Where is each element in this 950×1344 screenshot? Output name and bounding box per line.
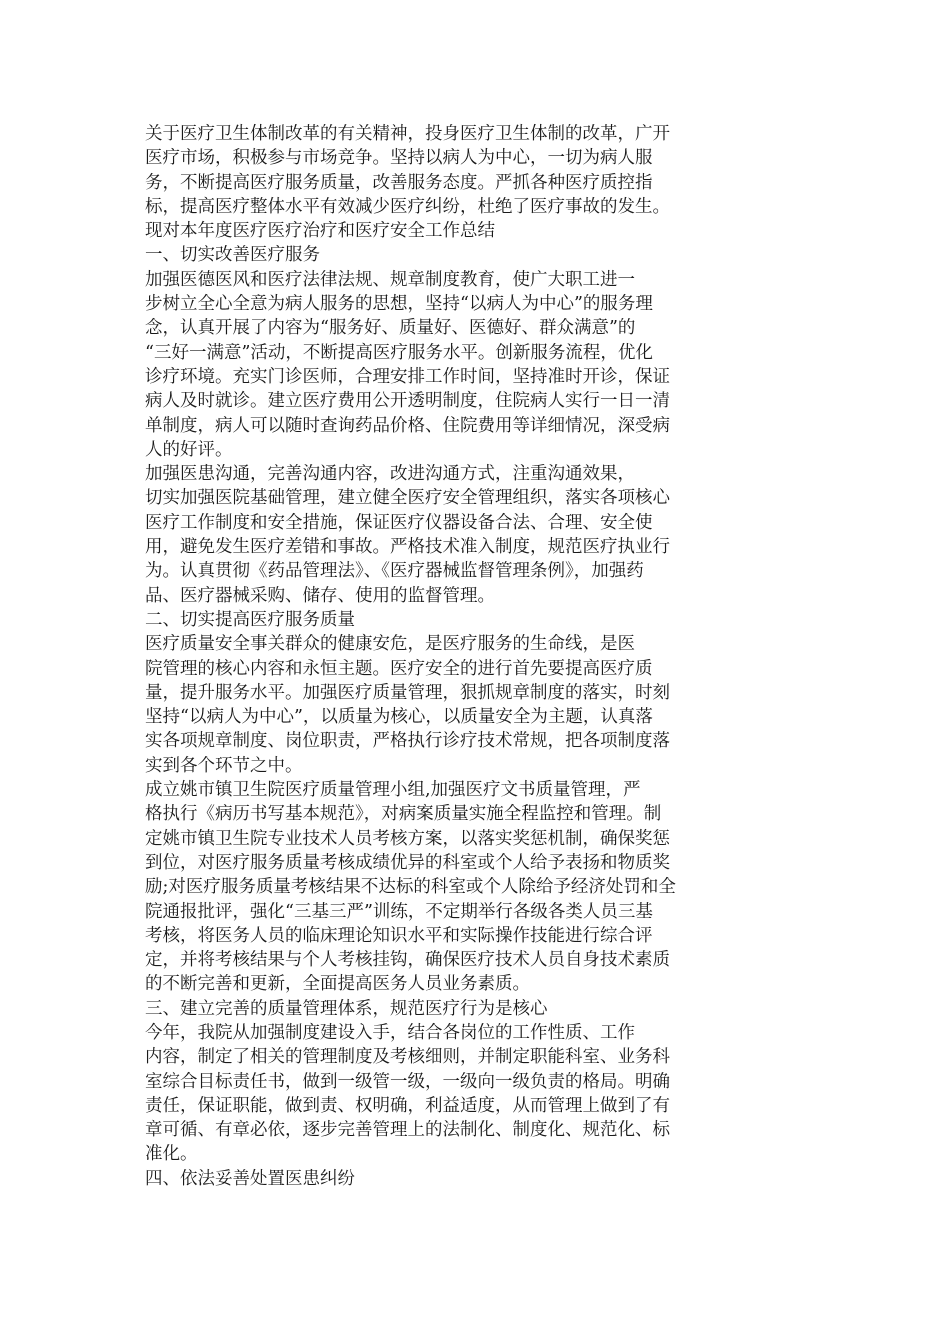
section-heading: 四、依法妥善处置医患纠纷 — [145, 1168, 355, 1189]
text-line: 关于医疗卫生体制改革的有关精神，投身医疗卫生体制的改革，广开 — [145, 124, 670, 144]
text-line: 现对本年度医疗医疗治疗和医疗安全工作总结 — [145, 221, 495, 242]
text-line: 人的好评。 — [145, 439, 233, 460]
text-line: 考核，将医务人员的临床理论知识水平和实际操作技能进行综合评 — [145, 925, 653, 946]
text-line: 品、医疗器械采购、储存、使用的监督管理。 — [145, 585, 495, 606]
text-line: 定姚市镇卫生院专业技术人员考核方案，以落实奖惩机制，确保奖惩 — [145, 828, 670, 849]
section-heading: 二、切实提高医疗服务质量 — [145, 609, 355, 630]
text-line: 责任，保证职能，做到责、权明确，利益适度，从而管理上做到了有 — [145, 1095, 670, 1116]
text-line: 院管理的核心内容和永恒主题。医疗安全的进行首先要提高医疗质 — [145, 658, 653, 679]
text-line: 室综合目标责任书，做到一级管一级，一级向一级负责的格局。明确 — [145, 1071, 670, 1092]
text-line: 用，避免发生医疗差错和事故。严格技术准入制度，规范医疗执业行 — [145, 537, 670, 558]
text-line: 今年，我院从加强制度建设入手，结合各岗位的工作性质、工作 — [145, 1022, 635, 1043]
text-line: 医疗工作制度和安全措施，保证医疗仪器设备合法、合理、安全使 — [145, 512, 653, 533]
text-line: 诊疗环境。充实门诊医师，合理安排工作时间，坚持准时开诊，保证 — [145, 366, 670, 387]
text-line: 单制度，病人可以随时查询药品价格、住院费用等详细情况，深受病 — [145, 415, 670, 436]
text-line: 定，并将考核结果与个人考核挂钩，确保医疗技术人员自身技术素质 — [145, 950, 670, 971]
text-line: 坚持“以病人为中心”，以质量为核心，以质量安全为主题，认真落 — [145, 707, 653, 728]
text-line: 准化。 — [145, 1144, 198, 1165]
text-line: 病人及时就诊。建立医疗费用公开透明制度，住院病人实行一日一清 — [145, 391, 670, 412]
text-line: 院通报批评，强化“三基三严”训练，不定期举行各级各类人员三基 — [145, 901, 653, 922]
text-line: 章可循、有章必依，逐步完善管理上的法制化、制度化、规范化、标 — [145, 1120, 670, 1141]
text-line: 实各项规章制度、岗位职责，严格执行诊疗技术常规，把各项制度落 — [145, 731, 670, 752]
text-line: 励;对医疗服务质量考核结果不达标的科室或个人除给予经济处罚和全 — [145, 877, 676, 898]
text-line: 切实加强医院基础管理，建立健全医疗安全管理组织，落实各项核心 — [145, 488, 670, 509]
text-line: “三好一满意”活动，不断提高医疗服务水平。创新服务流程，优化 — [145, 342, 653, 363]
text-line: 加强医德医风和医疗法律法规、规章制度教育，使广大职工进一 — [145, 269, 635, 290]
section-heading: 三、建立完善的质量管理体系，规范医疗行为是核心 — [145, 998, 548, 1019]
text-line: 加强医患沟通，完善沟通内容，改进沟通方式，注重沟通效果， — [145, 464, 635, 485]
text-line: 标，提高医疗整体水平有效减少医疗纠纷，杜绝了医疗事故的发生。 — [145, 196, 670, 217]
text-line: 务，不断提高医疗服务质量，改善服务态度。严抓各种医疗质控指 — [145, 172, 653, 193]
text-line: 为。认真贯彻《药品管理法》、《医疗器械监督管理条例》，加强药 — [145, 561, 644, 582]
text-line: 念，认真开展了内容为“服务好、质量好、医德好、群众满意”的 — [145, 318, 636, 339]
text-line: 医疗质量安全事关群众的健康安危，是医疗服务的生命线，是医 — [145, 634, 635, 655]
text-line: 到位，对医疗服务质量考核成绩优异的科室或个人给予表扬和物质奖 — [145, 852, 670, 873]
text-line: 格执行《病历书写基本规范》，对病案质量实施全程监控和管理。制 — [145, 804, 662, 825]
text-line: 内容，制定了相关的管理制度及考核细则，并制定职能科室、业务科 — [145, 1047, 670, 1068]
text-line: 步树立全心全意为病人服务的思想，坚持“以病人为中心”的服务理 — [145, 294, 653, 315]
text-line: 医疗市场，积极参与市场竞争。坚持以病人为中心，一切为病人服 — [145, 148, 653, 169]
text-line: 量，提升服务水平。加强医疗质量管理，狠抓规章制度的落实，时刻 — [145, 682, 670, 703]
section-heading: 一、切实改善医疗服务 — [145, 245, 320, 266]
text-line: 的不断完善和更新，全面提高医务人员业务素质。 — [145, 974, 530, 995]
text-line: 实到各个环节之中。 — [145, 755, 303, 776]
text-line: 成立姚市镇卫生院医疗质量管理小组,加强医疗文书质量管理，严 — [145, 780, 641, 801]
document-body — [145, 122, 795, 1191]
